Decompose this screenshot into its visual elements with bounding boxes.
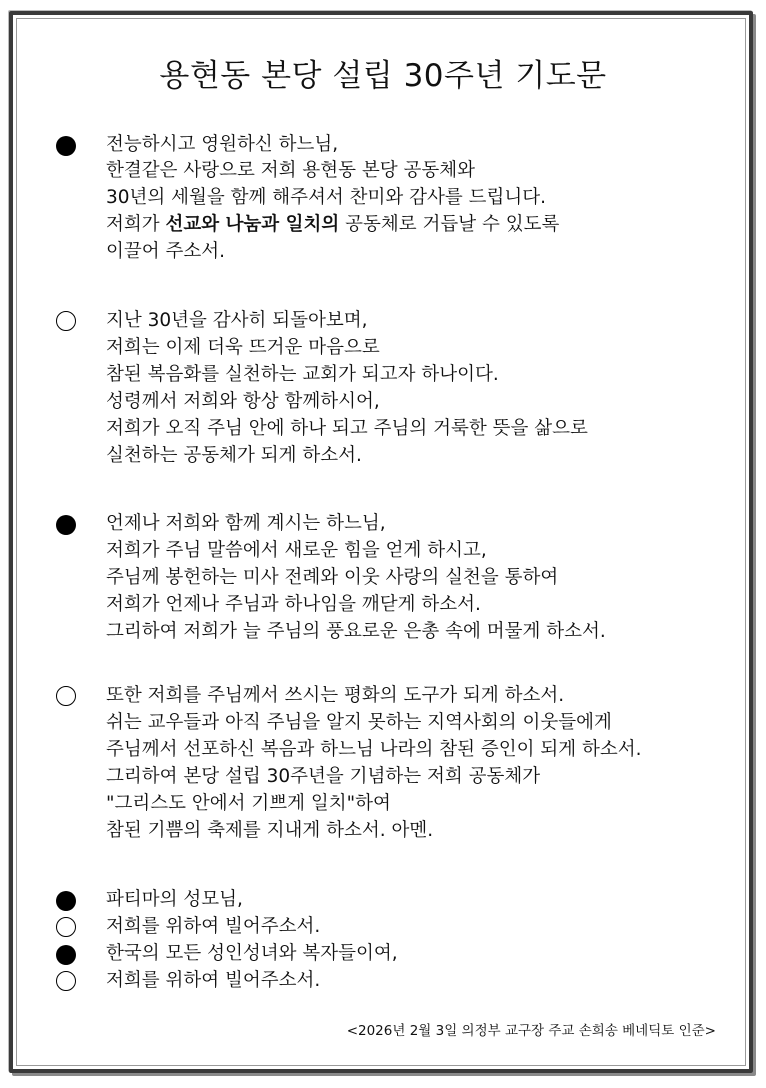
line-4-suffix: 공동체로 거듭날 수 있도록: [339, 214, 560, 235]
paragraph-4-line-1: 또한 저희를 주님께서 쓰시는 평화의 도구가 되게 하소서.: [106, 685, 565, 706]
hollow-circle-bullet: [56, 917, 76, 937]
paragraph-2-line-1: 지난 30년을 감사히 되돌아보며,: [106, 310, 368, 331]
paragraph-1-line-2: 한결같은 사랑으로 저희 용현동 본당 공동체와: [106, 160, 475, 181]
approval-signature: <2026년 2월 3일 의정부 교구장 주교 손희송 베네딕토 인준>: [346, 1023, 716, 1039]
filled-circle-bullet: [56, 515, 76, 535]
paragraph-1-line-3: 30년의 세월을 함께 해주셔서 찬미와 감사를 드립니다.: [106, 187, 546, 208]
filled-circle-bullet: [56, 891, 76, 911]
paragraph-5-line-3: 한국의 모든 성인성녀와 복자들이여,: [106, 943, 398, 964]
paragraph-5-line-1: 파티마의 성모님,: [106, 889, 243, 910]
paragraph-2-line-6: 실천하는 공동체가 되게 하소서.: [106, 445, 362, 466]
paragraph-1-line-5: 이끌어 주소서.: [106, 241, 225, 262]
paragraph-2-line-4: 성령께서 저희와 항상 함께하시어,: [106, 391, 380, 412]
paragraph-2-line-3: 참된 복음화를 실천하는 교회가 되고자 하나이다.: [106, 364, 499, 385]
paragraph-1-line-1: 전능하시고 영원하신 하느님,: [106, 134, 339, 155]
paragraph-2-line-2: 저희는 이제 더욱 뜨거운 마음으로: [106, 337, 380, 358]
hollow-circle-bullet: [56, 971, 76, 991]
paragraph-5-line-4: 저희를 위하여 빌어주소서.: [106, 970, 321, 991]
filled-circle-bullet: [56, 136, 76, 156]
paragraph-4-line-6: 참된 기쁨의 축제를 지내게 하소서. 아멘.: [106, 820, 434, 841]
paragraph-5-line-2: 저희를 위하여 빌어주소서.: [106, 916, 321, 937]
paragraph-4-line-4: 그리하여 본당 설립 30주년을 기념하는 저희 공동체가: [106, 766, 541, 787]
paragraph-4-line-3: 주님께서 선포하신 복음과 하느님 나라의 참된 증인이 되게 하소서.: [106, 739, 642, 760]
line-4-prefix: 저희가: [106, 214, 166, 235]
page-title: 용현동 본당 설립 30주년 기도문: [159, 58, 607, 94]
paragraph-3-line-1: 언제나 저희와 함께 계시는 하느님,: [106, 513, 386, 534]
hollow-circle-bullet: [56, 686, 76, 706]
paragraph-4-line-5: "그리스도 안에서 기쁘게 일치"하여: [106, 793, 391, 814]
paragraph-2-line-5: 저희가 오직 주님 안에 하나 되고 주님의 거룩한 뜻을 삶으로: [106, 418, 588, 439]
paragraph-3-line-5: 그리하여 저희가 늘 주님의 풍요로운 은총 속에 머물게 하소서.: [106, 621, 606, 642]
bold-emphasis: 선교와 나눔과 일치의: [165, 214, 340, 235]
paragraph-1-line-4: [106, 213, 559, 237]
paragraph-3-line-3: 주님께 봉헌하는 미사 전례와 이웃 사랑의 실천을 통하여: [106, 567, 559, 588]
paragraph-3-line-2: 저희가 주님 말씀에서 새로운 힘을 얻게 하시고,: [106, 540, 487, 561]
paragraph-3-line-4: 저희가 언제나 주님과 하나임을 깨닫게 하소서.: [106, 594, 481, 615]
hollow-circle-bullet: [56, 311, 76, 331]
filled-circle-bullet: [56, 945, 76, 965]
paragraph-4-line-2: 쉬는 교우들과 아직 주님을 알지 못하는 지역사회의 이웃들에게: [106, 712, 612, 733]
